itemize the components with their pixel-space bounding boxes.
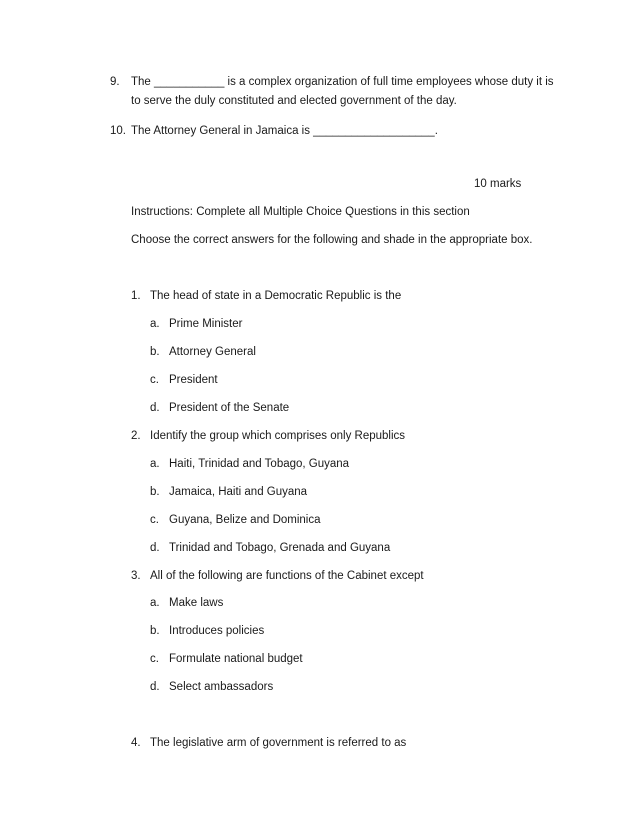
- mcq-1-option-d: President of the Senate: [169, 402, 290, 414]
- mcq-3-option-a-letter: a.: [150, 597, 160, 609]
- mcq-2-option-b: Jamaica, Haiti and Guyana: [169, 486, 308, 498]
- question-10-number: 10.: [110, 125, 126, 137]
- question-9-number: 9.: [110, 76, 120, 88]
- marks-label: 10 marks: [474, 178, 522, 190]
- mcq-2-option-a: Haiti, Trinidad and Tobago, Guyana: [169, 458, 350, 470]
- mcq-3-option-a: Make laws: [169, 597, 224, 609]
- question-10-text: The Attorney General in Jamaica is ___________________.: [131, 125, 438, 137]
- mcq-1-option-c: President: [169, 374, 218, 386]
- mcq-3-option-c: Formulate national budget: [169, 653, 303, 665]
- mcq-1-option-b: Attorney General: [169, 346, 256, 358]
- question-9-text-line2: to serve the duly constituted and elected government of the day.: [131, 95, 457, 107]
- mcq-2-option-d-letter: d.: [150, 542, 160, 554]
- mcq-4-question: The legislative arm of government is referred to as: [150, 737, 407, 749]
- mcq-3-option-d: Select ambassadors: [169, 681, 274, 693]
- mcq-1-option-b-letter: b.: [150, 346, 160, 358]
- mcq-1-option-a-letter: a.: [150, 318, 160, 330]
- mcq-2-option-d: Trinidad and Tobago, Grenada and Guyana: [169, 542, 391, 554]
- mcq-3-option-c-letter: c.: [150, 653, 159, 665]
- directions-text: Choose the correct answers for the following and shade in the appropriate box.: [131, 234, 533, 246]
- mcq-2-option-b-letter: b.: [150, 486, 160, 498]
- mcq-3-number: 3.: [131, 570, 141, 582]
- mcq-1-option-c-letter: c.: [150, 374, 159, 386]
- mcq-1-number: 1.: [131, 290, 141, 302]
- mcq-2-question: Identify the group which comprises only Republics: [150, 430, 406, 442]
- mcq-1-option-a: Prime Minister: [169, 318, 243, 330]
- instructions-text: Instructions: Complete all Multiple Choice Questions in this section: [131, 206, 470, 218]
- mcq-2-option-c: Guyana, Belize and Dominica: [169, 514, 321, 526]
- mcq-2-option-c-letter: c.: [150, 514, 159, 526]
- mcq-2-option-a-letter: a.: [150, 458, 160, 470]
- mcq-1-question: The head of state in a Democratic Republic is the: [150, 290, 402, 302]
- mcq-3-option-b: Introduces policies: [169, 625, 265, 637]
- question-9-text-line1: The ___________ is a complex organization of full time employees whose duty it is: [131, 76, 554, 88]
- mcq-3-option-d-letter: d.: [150, 681, 160, 693]
- mcq-1-option-d-letter: d.: [150, 402, 160, 414]
- mcq-2-number: 2.: [131, 430, 141, 442]
- mcq-3-question: All of the following are functions of the Cabinet except: [150, 570, 424, 582]
- mcq-3-option-b-letter: b.: [150, 625, 160, 637]
- mcq-4-number: 4.: [131, 737, 141, 749]
